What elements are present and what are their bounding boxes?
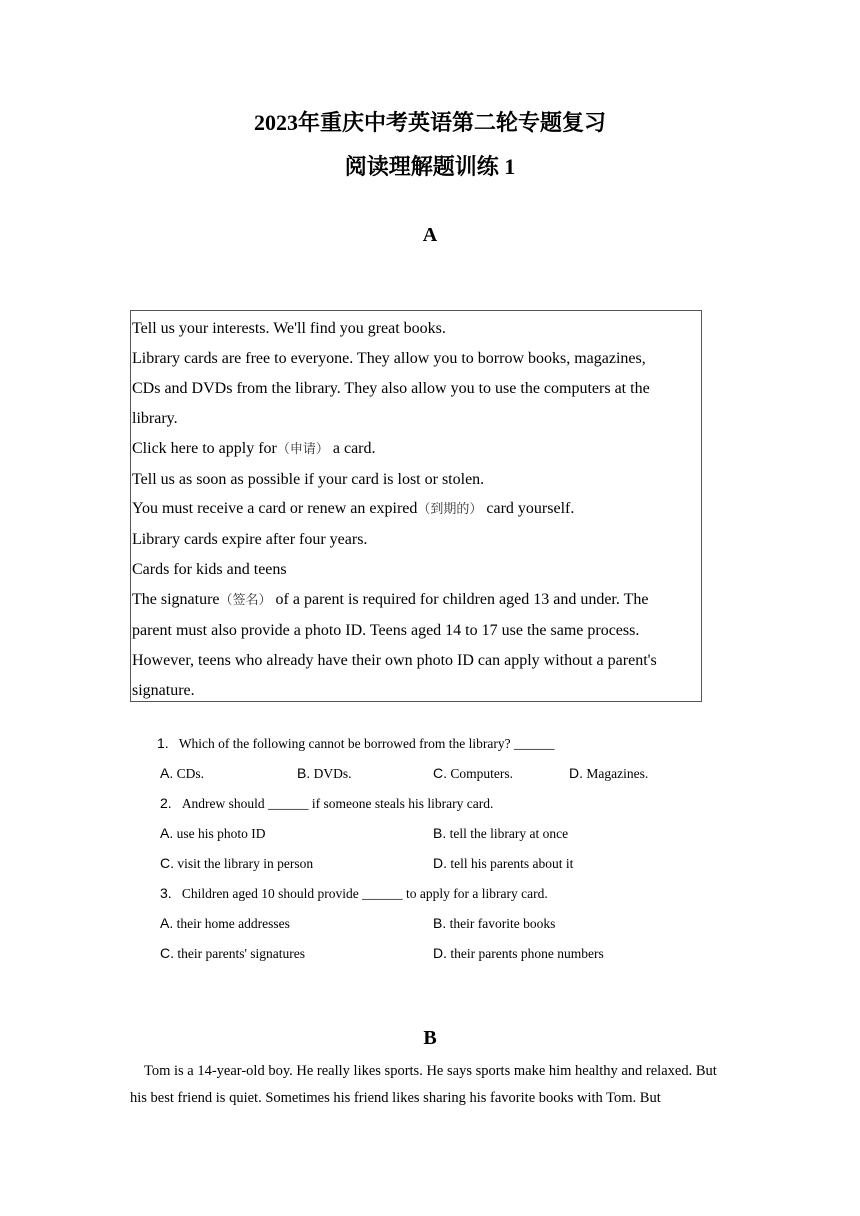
question-3-option-a: A. their home addresses [160, 915, 290, 931]
question-3-stem: 3. Children aged 10 should provide ______ to apply for a library card. [160, 885, 548, 901]
question-2-option-a: A. use his photo ID [160, 825, 266, 841]
section-a-heading: A [422, 224, 438, 246]
question-1-option-c: C. Computers. [433, 765, 513, 781]
notice-line: CDs and DVDs from the library. They also allow you to use the computers at the [132, 379, 650, 397]
chinese-annotation: （签名） [219, 593, 272, 609]
section-b-heading: B [423, 1027, 437, 1049]
notice-line: Tell us as soon as possible if your card is lost or stolen. [132, 470, 485, 488]
question-3-option-b: B. their favorite books [433, 915, 556, 931]
notice-line: Cards for kids and teens [132, 561, 287, 579]
chinese-annotation: （申请） [276, 441, 329, 457]
question-1-option-a: A. CDs. [160, 765, 204, 781]
question-2-option-d: D. tell his parents about it [433, 855, 574, 871]
notice-line: Click here to apply for（申请） a card. [132, 439, 376, 457]
chinese-annotation: （到期的） [417, 502, 483, 518]
notice-line: library. [132, 409, 178, 427]
question-1-option-d: D. Magazines. [569, 765, 649, 781]
question-2-option-b: B. tell the library at once [433, 825, 569, 841]
notice-line: You must receive a card or renew an expired（到期的） card yourself. [132, 500, 575, 518]
document-title: 2023年重庆中考英语第二轮专题复习 [253, 110, 606, 135]
notice-line: However, teens who already have their own photo ID can apply without a parent's [132, 651, 657, 669]
notice-line: Library cards are free to everyone. They allow you to borrow books, magazines, [132, 349, 646, 367]
notice-line: Library cards expire after four years. [132, 531, 368, 549]
notice-line: The signature（签名） of a parent is required for children aged 13 and under. The [132, 591, 649, 609]
library-notice-box [130, 310, 702, 702]
question-3-option-c: C. their parents' signatures [160, 945, 306, 961]
question-2-option-c: C. visit the library in person [160, 855, 314, 871]
question-1-stem: 1. Which of the following cannot be borrowed from the library? ______ [157, 735, 555, 751]
notice-line: Tell us your interests. We'll find you great books. [132, 320, 446, 337]
question-2-stem: 2. Andrew should ______ if someone steals his library card. [160, 795, 494, 811]
question-1-option-b: B. DVDs. [297, 765, 352, 781]
question-3-option-d: D. their parents phone numbers [433, 945, 604, 961]
passage-b-paragraph: Tom is a 14-year-old boy. He really likes sports. He says sports make him healthy and relaxed. But his best friend is quiet. Sometimes his friend likes sharing his favorite books with Tom. But [130, 1063, 717, 1106]
document-subtitle: 阅读理解题训练 1 [344, 154, 516, 179]
notice-line: parent must also provide a photo ID. Teens aged 14 to 17 use the same process. [132, 622, 640, 640]
notice-line: signature. [132, 681, 195, 699]
